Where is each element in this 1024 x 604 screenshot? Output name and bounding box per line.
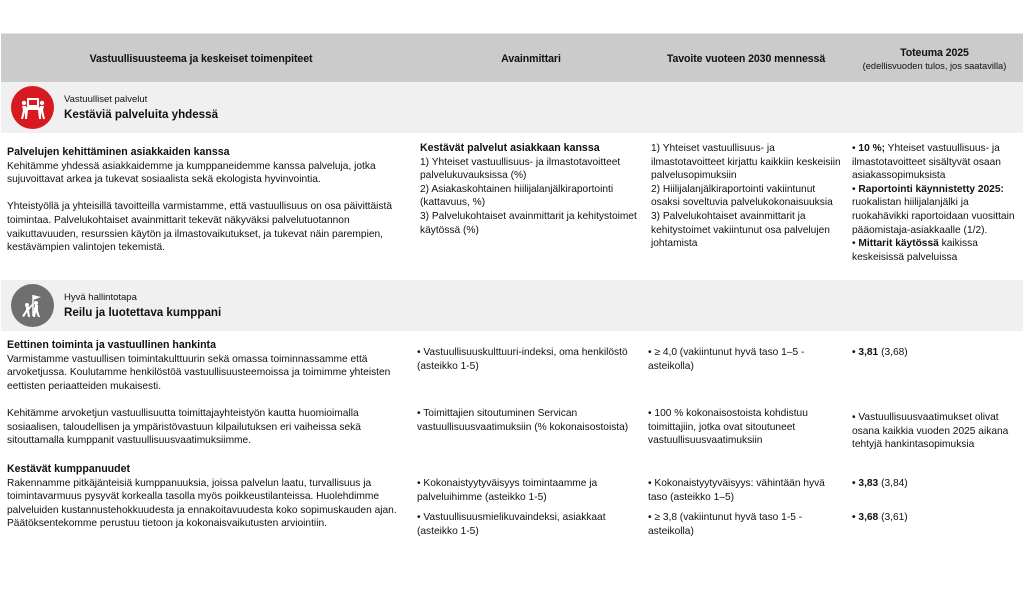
result-text: Yhteiset vastuullisuus- ja ilmastotavoitteet sisältyvät osaan asiakassopimuksista [852,143,1001,182]
result-text: • Vastuullisuusvaatimukset olivat osana kaikkia vuoden 2025 aikana tehtyjä hankintasopimuksia [852,412,1009,451]
metric-item: • Kokonaistyytyväisyys toimintaamme ja palveluihimme (asteikko 1-5) [417,478,598,503]
section-title: Kestäviä palveluita yhdessä [64,108,219,121]
theme-paragraph: Kehitämme yhdessä asiakkaidemme ja kumppaneidemme kanssa palveluja, jotka sujuvoittavat arkea ja tukevat sosiaalista sekä ekologista hyvinvointia. [7,160,376,186]
result-item: • 10 %; Yhteiset vastuullisuus- ja ilmastotavoitteet sisältyvät osaan asiakassopimuksista [852,143,1001,182]
result-item [852,511,1022,525]
metric-item: 3) Palvelukohtaiset avainmittarit ja kehitystoimet käytössä (%) [420,210,637,236]
metric-item: 2) Asiakaskohtainen hiilijalanjälkiraportointi (kattavuus, %) [420,183,614,209]
result-text: kaikissa keskeisissä palveluissa [852,238,978,263]
people-raising-flag-icon [11,284,54,327]
people-carrying-box-icon [11,86,54,129]
header-target [646,34,846,83]
metric-cell-services [420,142,642,237]
result-text: (3,61) [878,512,908,523]
result-item [852,346,1022,360]
theme-description-ethics [7,339,402,448]
theme-title: Palvelujen kehittäminen asiakkaiden kanssa [7,146,230,158]
result-text: (3,68) [878,347,908,358]
result-text: ruokalistan hiilijalanjälki ja ruokahävikki raportoidaan vuosittain pääomistaja-asiakkaalle (1/2). [852,197,1015,236]
result-highlight: 10 %; [858,143,886,154]
section-subtitle: Hyvä hallintotapa [64,292,137,303]
result-highlight: • 3,68 [852,512,879,523]
target-item: 1) Yhteiset vastuullisuus- ja ilmastotavoitteet kirjattu kaikkiin keskeisiin palvelusopimuksiin [651,143,841,182]
result-item [852,411,1022,452]
metric-item: • Toimittajien sitoutuminen Servican vastuullisuusvaatimuksiin (% kokonaisostoista) [417,408,629,433]
target-item: • ≥ 4,0 (vakiintunut hyvä taso 1–5 -asteikolla) [648,347,805,372]
header-target-label: Tavoite vuoteen 2030 mennessä [666,52,826,65]
metric-title: Kestävät palvelut asiakkaan kanssa [420,142,600,154]
section-subtitle: Vastuulliset palvelut [64,94,148,105]
theme-description-partnerships [7,463,402,531]
header-result-sublabel: (edellisvuoden tulos, jos saatavilla) [862,60,1007,71]
metric-item: 1) Yhteiset vastuullisuus- ja ilmastotavoitteet palvelukuvauksissa (%) [420,156,621,182]
theme-paragraph: Yhteistyöllä ja yhteisillä tavoitteilla varmistamme, että vastuullisuus on osa päivittäistä toimintaa. Palvelukohtaiset avainmittarit tekevät näkyväksi palvelutuotannon vaikuttavuuden, resurssien käytön ja ilmastovaikutukset, ja tukevat näin parempien, kestävämpien valintojen tekemistä. [7,201,393,254]
header-theme-label: Vastuullisuusteema ja keskeiset toimenpiteet [89,52,313,65]
header-result-label: Toteuma 2025 [900,46,969,59]
theme-paragraph: Rakennamme pitkäjänteisiä kumppanuuksia, joissa palvelun laatu, turvallisuus ja toimintavarmuus pysyvät korkealla tasolla myös poikkeustilanteissa. Huolehdimme palveluiden kustannustehokkuudesta ja ennakoitavuudesta koko sopimuskauden ajan. Päätöksentekomme perustuu tietoon ja kokonaisvaikutusten arviointiin. [7,477,397,530]
result-item [852,477,1022,491]
metric-item: • Vastuullisuuskulttuuri-indeksi, oma henkilöstö (asteikko 1-5) [417,347,628,372]
result-item: • Mittarit käytössä kaikissa keskeisissä palveluissa [852,238,978,263]
metric-item: • Vastuullisuusmielikuvaindeksi, asiakkaat (asteikko 1-5) [417,512,606,537]
target-item: • ≥ 3,8 (vakiintunut hyvä taso 1-5 -asteikolla) [648,512,803,537]
target-item: 3) Palvelukohtaiset avainmittarit ja kehitystoimet vakiintunut osa palvelujen johtamista [651,210,830,250]
result-highlight: • 3,83 [852,478,879,489]
target-item: • 100 % kokonaisostoista kohdistuu toimittajiin, jotka ovat sitoutuneet vastuullisuusvaatimuksiin [648,408,808,447]
theme-description-services [7,146,402,255]
target-item: • Kokonaistyytyväisyys: vähintään hyvä taso (asteikko 1–5) [648,478,825,503]
theme-title: Eettinen toiminta ja vastuullinen hankinta [7,339,216,351]
result-highlight: • 3,81 [852,347,879,358]
target-cell-services [651,142,843,251]
theme-paragraph: Kehitämme arvoketjun vastuullisuutta toimittajayhteistyön kautta huomioimalla sosiaalisen, taloudellisen ja ympäristövastuun kilpailutuksen eri vaiheissa sekä sitouttamalla kumppanit vastuullisuusvaatimuksiimme. [7,407,361,447]
header-metric [416,34,646,83]
theme-paragraph: Varmistamme vastuullisen toimintakulttuurin sekä omassa toiminnassamme että arvoketjussa. Koulutamme henkilöstöä vastuullisuusteemoissa ja toimimme yhteisten eettisten periaatteiden mukaisesti. [7,353,391,392]
result-highlight: Raportointi käynnistetty 2025: [858,183,1004,195]
section-band-services [1,82,1023,133]
header-result [846,34,1023,83]
target-item: 2) Hiilijalanjälkiraportointi vakiintunut osaksi soveltuvia palvelukokonaisuuksia [651,183,833,209]
table-header [1,33,1023,82]
section-band-governance [1,280,1023,331]
result-cell-services [852,142,1022,264]
result-highlight: Mittarit käytössä [858,238,939,250]
result-item: • Raportointi käynnistetty 2025: ruokalistan hiilijalanjälki ja ruokahävikki raportoidaan vuosittain pääomistaja-asiakkaalle (1/2). [852,183,1015,236]
section-title: Reilu ja luotettava kumppani [64,306,222,319]
header-metric-label: Avainmittari [501,52,561,65]
header-theme [1,34,401,83]
result-text: (3,84) [878,478,908,489]
theme-title: Kestävät kumppanuudet [7,463,131,475]
